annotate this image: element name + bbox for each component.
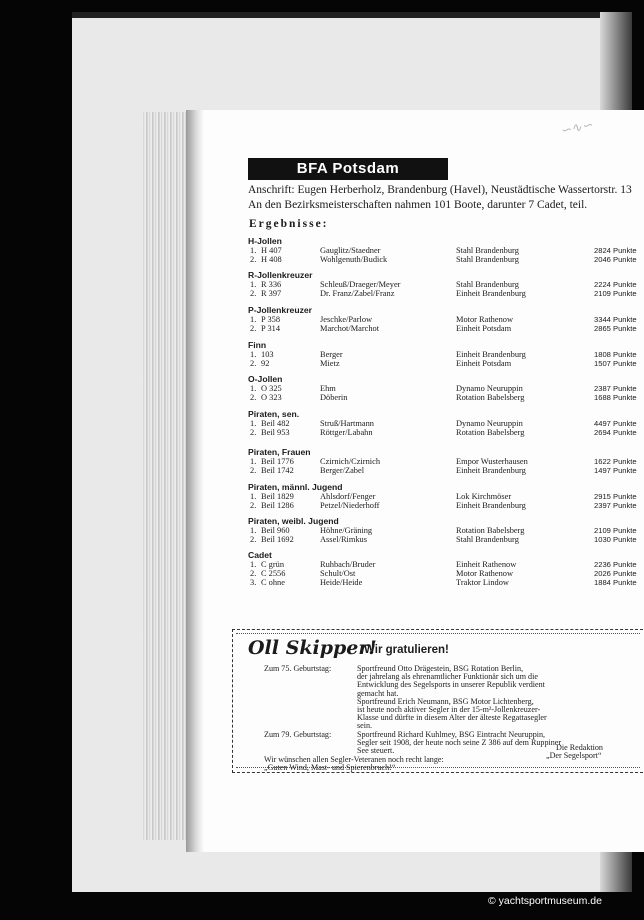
- class-heading: P-Jollenkreuzer: [248, 305, 312, 315]
- result-boat: R 397: [261, 289, 282, 298]
- class-heading: O-Jollen: [248, 374, 283, 384]
- result-points: 2387 Punkte: [594, 384, 637, 393]
- result-boat: Beil 1692: [261, 535, 294, 544]
- result-place: 1.: [250, 384, 257, 393]
- class-heading: Piraten, männl. Jugend: [248, 482, 343, 492]
- birthday-79-label: Zum 79. Geburtstag:: [264, 730, 332, 739]
- result-boat: Beil 1286: [261, 501, 294, 510]
- watermark: © yachtsportmuseum.de: [488, 895, 602, 907]
- result-place: 2.: [250, 255, 257, 264]
- result-crew: Berger: [320, 350, 343, 359]
- result-points: 1884 Punkte: [594, 578, 637, 587]
- result-club: Einheit Brandenburg: [456, 466, 526, 475]
- class-heading: Cadet: [248, 550, 272, 560]
- birthday-75-line: sein.: [357, 721, 373, 731]
- result-boat: 103: [261, 350, 274, 359]
- class-heading: Piraten, Frauen: [248, 447, 311, 457]
- result-points: 2236 Punkte: [594, 560, 637, 569]
- result-points: 2026 Punkte: [594, 569, 637, 578]
- result-club: Stahl Brandenburg: [456, 280, 519, 289]
- scan-top-edge: [72, 12, 632, 18]
- result-crew: Heide/Heide: [320, 578, 363, 587]
- signature-line: Die Redaktion: [556, 743, 603, 752]
- result-place: 1.: [250, 457, 257, 466]
- participation-line: An den Bezirksmeisterschaften nahmen 101 Boote, darunter 7 Cadet, teil.: [248, 199, 588, 211]
- result-club: Rotation Babelsberg: [456, 393, 525, 402]
- result-points: 1507 Punkte: [594, 359, 637, 368]
- result-club: Empor Wusterhausen: [456, 457, 528, 466]
- result-points: 1688 Punkte: [594, 393, 637, 402]
- result-club: Motor Rathenow: [456, 569, 513, 578]
- result-boat: Beil 1776: [261, 457, 294, 466]
- result-crew: Jeschke/Parlow: [320, 315, 373, 324]
- signature-line: „Der Segelsport“: [546, 751, 602, 761]
- result-boat: C 2556: [261, 569, 286, 578]
- birthday-75-line: gemacht hat.: [357, 688, 399, 698]
- result-points: 2824 Punkte: [594, 246, 637, 255]
- result-place: 2.: [250, 569, 257, 578]
- result-boat: Beil 953: [261, 428, 290, 437]
- result-club: Stahl Brandenburg: [456, 255, 519, 264]
- result-club: Einheit Rathenow: [456, 560, 517, 569]
- section-title: BFA Potsdam: [248, 158, 448, 180]
- result-boat: O 325: [261, 384, 282, 393]
- result-points: 2224 Punkte: [594, 280, 637, 289]
- result-boat: H 408: [261, 255, 282, 264]
- result-place: 2.: [250, 359, 257, 368]
- result-crew: Marchot/Marchot: [320, 324, 380, 333]
- result-boat: Beil 1742: [261, 466, 294, 475]
- birthday-79-line: Sportfreund Richard Kuhlmey, BSG Eintracht Neuruppin,: [357, 730, 546, 739]
- class-heading: R-Jollenkreuzer: [248, 270, 313, 280]
- result-boat: 92: [261, 359, 270, 368]
- result-place: 1.: [250, 350, 257, 359]
- result-points: 1622 Punkte: [594, 457, 637, 466]
- result-club: Traktor Lindow: [456, 578, 509, 587]
- birthday-79-line: See steuert.: [357, 746, 395, 756]
- birthday-75-label: Zum 75. Geburtstag:: [264, 664, 332, 673]
- wish-line: „Guten Wind, Mast- und Spierenbruch!“: [264, 763, 396, 773]
- result-crew: Struß/Hartmann: [320, 419, 374, 428]
- result-crew: Czirnich/Czirnich: [320, 457, 381, 466]
- class-heading: Finn: [248, 340, 267, 350]
- result-place: 2.: [250, 393, 257, 402]
- result-points: 1808 Punkte: [594, 350, 637, 359]
- birthday-75-line: Sportfreund Erich Neumann, BSG Motor Lichtenberg,: [357, 696, 534, 706]
- result-crew: Mietz: [320, 359, 340, 368]
- result-club: Motor Rathenow: [456, 315, 513, 324]
- birthday-75-line: der jahrelang als ehrenamtlicher Funktionär sich um die: [357, 672, 538, 682]
- result-crew: Ahlsdorf/Fenger: [320, 492, 376, 501]
- result-boat: R 336: [261, 280, 282, 289]
- result-boat: Beil 482: [261, 419, 290, 428]
- birthday-79-line: Segler seit 1908, der heute noch seine Z 386 auf dem Ruppiner: [357, 738, 562, 748]
- result-points: 2865 Punkte: [594, 324, 637, 333]
- result-points: 1030 Punkte: [594, 535, 637, 544]
- result-boat: P 314: [261, 324, 281, 333]
- result-points: 2915 Punkte: [594, 492, 637, 501]
- result-crew: Assel/Rimkus: [320, 535, 367, 544]
- pencil-scribble: ∽∿∽: [558, 116, 594, 139]
- result-place: 1.: [250, 280, 257, 289]
- result-crew: Döberin: [320, 393, 348, 402]
- result-points: 1497 Punkte: [594, 466, 637, 475]
- result-crew: Ehm: [320, 384, 336, 393]
- result-crew: Schult/Ost: [320, 569, 356, 578]
- result-crew: Gauglitz/Staedner: [320, 246, 381, 255]
- result-place: 1.: [250, 419, 257, 428]
- result-boat: Beil 960: [261, 526, 290, 535]
- result-boat: C grün: [261, 560, 285, 569]
- result-crew: Schleuß/Draeger/Meyer: [320, 280, 401, 289]
- oll-skipper-logo: Oll Skipper!: [248, 637, 377, 659]
- result-place: 1.: [250, 315, 257, 324]
- result-club: Einheit Brandenburg: [456, 289, 526, 298]
- result-boat: P 358: [261, 315, 281, 324]
- birthday-75-line: Entwicklung des Segelsports in unserer Republik verdient: [357, 680, 545, 690]
- result-crew: Höhne/Gräning: [320, 526, 373, 535]
- result-points: 2694 Punkte: [594, 428, 637, 437]
- result-club: Stahl Brandenburg: [456, 246, 519, 255]
- page-edges: [142, 112, 188, 840]
- result-points: 3344 Punkte: [594, 315, 637, 324]
- result-place: 2.: [250, 535, 257, 544]
- result-crew: Dr. Franz/Zabel/Franz: [320, 289, 395, 298]
- result-club: Rotation Babelsberg: [456, 526, 525, 535]
- address-line: Anschrift: Eugen Herberholz, Brandenburg (Havel), Neustädtische Wassertorstr. 13: [248, 184, 632, 196]
- result-club: Rotation Babelsberg: [456, 428, 525, 437]
- result-place: 2.: [250, 289, 257, 298]
- result-club: Dynamo Neuruppin: [456, 384, 523, 393]
- class-heading: H-Jollen: [248, 236, 282, 246]
- result-club: Stahl Brandenburg: [456, 535, 519, 544]
- result-points: 4497 Punkte: [594, 419, 637, 428]
- class-heading: Piraten, weibl. Jugend: [248, 516, 339, 526]
- result-club: Einheit Brandenburg: [456, 501, 526, 510]
- class-heading: Piraten, sen.: [248, 409, 300, 419]
- result-points: 2109 Punkte: [594, 526, 637, 535]
- results-heading: Ergebnisse:: [249, 218, 329, 230]
- birthday-75-line: Sportfreund Otto Drägestein, BSG Rotation Berlin,: [357, 664, 524, 673]
- result-boat: C ohne: [261, 578, 285, 587]
- result-crew: Berger/Zabel: [320, 466, 365, 475]
- congrats-box-inner-top: [236, 633, 640, 634]
- result-crew: Petzel/Niederhoff: [320, 501, 380, 510]
- result-place: 1.: [250, 560, 257, 569]
- wish-line: Wir wünschen allen Segler-Veteranen noch recht lange:: [264, 755, 444, 764]
- result-boat: O 323: [261, 393, 282, 402]
- result-club: Einheit Potsdam: [456, 359, 512, 368]
- result-place: 1.: [250, 526, 257, 535]
- result-place: 1.: [250, 246, 257, 255]
- result-points: 2397 Punkte: [594, 501, 637, 510]
- result-crew: Röttger/Labahn: [320, 428, 373, 437]
- birthday-75-line: ist heute noch aktiver Segler in der 15-m²-Jollenkreuzer-: [357, 705, 541, 714]
- result-club: Einheit Brandenburg: [456, 350, 526, 359]
- result-place: 2.: [250, 428, 257, 437]
- result-club: Lok Kirchmöser: [456, 492, 512, 501]
- result-points: 2109 Punkte: [594, 289, 637, 298]
- result-club: Einheit Potsdam: [456, 324, 512, 333]
- result-place: 1.: [250, 492, 257, 501]
- result-place: 2.: [250, 466, 257, 475]
- result-place: 2.: [250, 501, 257, 510]
- result-crew: Ruhbach/Bruder: [320, 560, 376, 569]
- congrats-title: Wir gratulieren!: [364, 644, 449, 656]
- page-gutter: [186, 110, 204, 852]
- result-club: Dynamo Neuruppin: [456, 419, 523, 428]
- result-boat: Beil 1829: [261, 492, 294, 501]
- result-points: 2046 Punkte: [594, 255, 637, 264]
- result-boat: H 407: [261, 246, 282, 255]
- birthday-75-line: Klasse und dürfte in diesem Alter der älteste Regattasegler: [357, 713, 547, 723]
- result-place: 3.: [250, 578, 257, 587]
- result-place: 2.: [250, 324, 257, 333]
- result-crew: Wohlgenuth/Budick: [320, 255, 388, 264]
